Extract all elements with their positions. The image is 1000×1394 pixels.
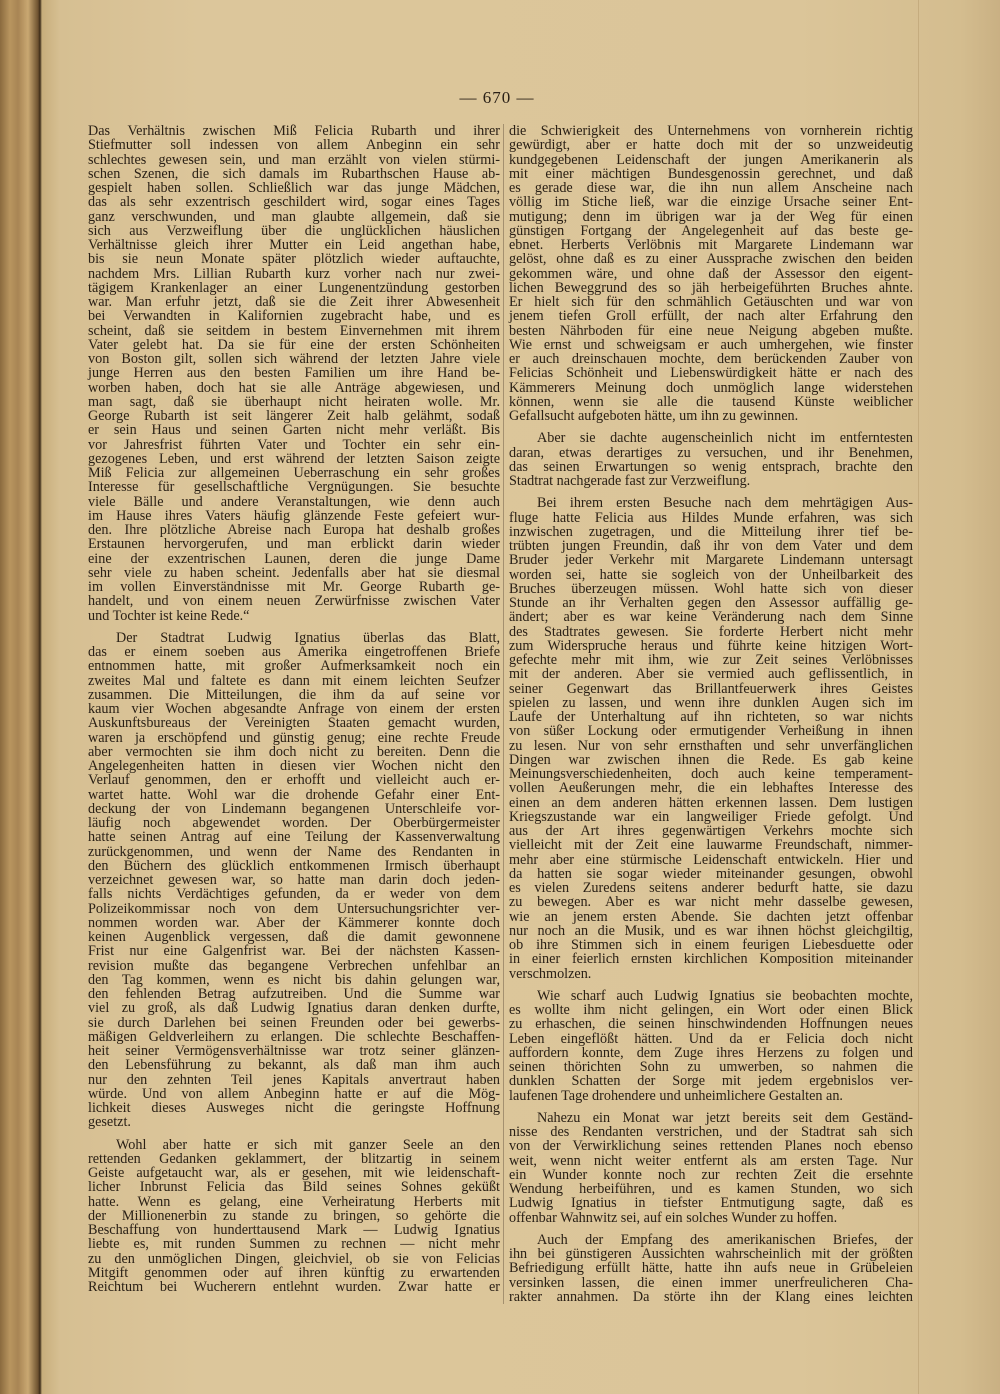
paragraph bbox=[509, 431, 913, 488]
text-line: Meinungsverschiedenheiten, doch auch keine temperament- bbox=[509, 766, 913, 782]
text-line: worben haben, doch hat sie alle Anträge abgewiesen, und bbox=[88, 379, 500, 396]
text-line: ein Wunder konnte noch zur rechten Zeit die ersehnte bbox=[509, 1166, 913, 1183]
text-line: war. Man erfuhr jetzt, daß sie die Zeit ihrer Abwesenheit bbox=[88, 294, 500, 310]
text-line: völlig im Stiche ließ, war die einzige Ursache seiner Ent- bbox=[509, 194, 913, 211]
text-line: Stunde an ihr Verhalten gegen den Assessor auffällig ge- bbox=[509, 595, 913, 611]
column-divider bbox=[503, 124, 504, 1304]
text-line: der Millionenerbin zu stande zu bringen, so gehörte die bbox=[88, 1207, 500, 1224]
text-line: Bruder jeder Verkehr mit Margarete Lindemann untersagt bbox=[509, 552, 913, 569]
text-line: Nahezu ein Monat war jetzt bereits seit dem Geständ- bbox=[537, 1109, 913, 1126]
text-line: Er hielt sich für den schmählich Getäuschten und war von bbox=[509, 294, 913, 310]
text-line: zu den unmöglichen Dingen, gleichviel, ob sie von Felicias bbox=[88, 1250, 500, 1267]
text-line: nachdem Mrs. Lillian Rubarth kurz vorher nach nur zwei- bbox=[88, 265, 500, 282]
text-line: dunklen Schatten der Sorge mit jedem ergebnislos ver- bbox=[509, 1073, 913, 1090]
text-line: das als sehr exzentrisch geschildert wird, sogar eines Tages bbox=[88, 194, 500, 211]
text-line: aus der Art ihres gegenwärtigen Verkehrs mochte sich bbox=[509, 823, 913, 839]
text-line: nisse des Rendanten verstrichen, und der Stadtrat sah sich bbox=[509, 1124, 913, 1140]
text-line: licher Inbrunst Felicia das Bild seines Sohnes geküßt bbox=[88, 1179, 500, 1196]
text-line: liebte es, mit runden Summen zu rechnen — nicht mehr bbox=[88, 1236, 500, 1253]
text-line: Geiste aufgetaucht war, als er gesehen, mit wie leidenschaft- bbox=[88, 1165, 500, 1181]
text-line: heit seiner Vermögensverhältnisse war trotz seiner glänzen- bbox=[88, 1043, 500, 1059]
text-line: Vater gelebt hat. Da sie für eine der ersten Schönheiten bbox=[88, 336, 500, 353]
text-line: einen an dem anderen hätten erkennen lassen. Dem lustigen bbox=[509, 794, 913, 811]
text-line: hatte. Wenn es gelang, eine Verheiratung Herberts mit bbox=[88, 1193, 500, 1210]
text-line: eine der exzentrischen Launen, deren die junge Dame bbox=[88, 550, 500, 567]
text-line: gezogenes Leben, und erst während der letzten Saison zeigte bbox=[88, 450, 500, 467]
text-line: zweites Mal und faltete es dann mit einem leichten Seufzer bbox=[88, 672, 500, 689]
text-line: Reichtum bei Wucherern entlehnt wurden. Zwar hatte er bbox=[88, 1279, 500, 1295]
text-line: verzeichnet gewesen war, so hatte man darin doch jeden- bbox=[88, 872, 500, 888]
text-line: mit der anderen. Aber sie vermied auch geflissentlich, in bbox=[509, 666, 913, 683]
paragraph bbox=[509, 1111, 913, 1225]
text-line: gesetzt. bbox=[88, 1114, 131, 1131]
text-line: nur noch an die Musik, und es war ihnen höchst gleichgiltig, bbox=[509, 922, 913, 939]
text-line: worden sei, hatte sie sogleich von der Unheilbarkeit des bbox=[509, 566, 913, 583]
text-line: ebnet. Herberts Verlöbnis mit Margarete Lindemann war bbox=[509, 237, 913, 253]
text-line: deckung der von Lindemann begangenen Unterschleife vor- bbox=[88, 800, 500, 817]
text-line: den fehlenden Betrag aufzutreiben. Und die Summe war bbox=[88, 986, 500, 1002]
text-line: Der Stadtrat Ludwig Ignatius überlas das Blatt, bbox=[116, 629, 500, 646]
text-line: zusammen. Die Mitteilungen, die ihm da auf seine vor bbox=[88, 686, 500, 703]
text-line: da hatten sie sogar wieder miteinander gesungen, obwohl bbox=[509, 865, 913, 882]
paragraph bbox=[88, 1138, 500, 1295]
text-line: lichen Beweggrund des so jäh herbeigeführten Bruches ahnte. bbox=[509, 279, 913, 296]
text-line: Mitgift genommen oder auf ihren künftig zu erwartenden bbox=[88, 1264, 500, 1281]
text-line: günstigen Fortgang der Angelegenheit auf das beste ge- bbox=[509, 222, 913, 239]
text-line: Frist nur eine Galgenfrist war. Bei der nächsten Kassen- bbox=[88, 943, 500, 960]
text-line: versinken lassen, die einen immer unerfreulicheren Cha- bbox=[509, 1274, 913, 1291]
text-line: gefechte mehr mit ihm, wie zur Zeit seines Verlöbnisses bbox=[509, 652, 913, 668]
text-line: vor Jahresfrist führten Vater und Tochter ein sehr ein- bbox=[88, 436, 500, 453]
text-line: scheint, daß sie seitdem in bestem Einvernehmen mit ihrem bbox=[88, 322, 500, 339]
paragraph bbox=[509, 1233, 913, 1304]
paragraph bbox=[509, 124, 913, 423]
text-line: spielen zu lassen, und wenn ihre dunklen Augen sich im bbox=[509, 694, 913, 711]
text-line: können, wenn sie alle die tausend Künste weiblicher bbox=[509, 393, 913, 410]
text-line: des Stadtrates gewesen. Sie forderte Herbert nicht mehr bbox=[509, 623, 913, 640]
text-line: den Tag kommen, wenn es nicht bis dahin gelungen war, bbox=[88, 971, 500, 988]
text-line: gewürdigt, aber er hatte doch mit der so unzweideutig bbox=[509, 137, 913, 154]
text-line: Stadtrat nachgerade fast zur Verzweiflung. bbox=[509, 473, 751, 489]
text-line: wie an jenem ersten Abende. Sie dachten jetzt offenbar bbox=[509, 908, 913, 925]
text-line: ob ihre Stimmen sich in einem feurigen Liebesduette oder bbox=[509, 937, 913, 953]
text-line: Wie ernst und schweigsam er auch umhergehen, wie finster bbox=[509, 336, 913, 353]
text-line: würde. Und von allem Anbeginn hatte er auf die Mög- bbox=[88, 1085, 500, 1102]
text-line: Erstaunen hervorgerufen, und man erblickt darin wieder bbox=[88, 536, 500, 553]
text-line: viel zu groß, als daß Ludwig Ignatius daran denken durfte, bbox=[88, 1000, 500, 1017]
text-line: das seinen Erwartungen so wenig entsprach, brachte den bbox=[509, 458, 913, 475]
text-line: vollen Aeußerungen mehr, die ein lebhaftes Interesse des bbox=[509, 780, 913, 797]
text-line: George Rubarth ist seit längerer Zeit halb gelähmt, sodaß bbox=[88, 408, 500, 424]
text-line: Stiefmutter soll indessen von allem Anbeginn ein sehr bbox=[88, 137, 500, 154]
text-line: viele Bälle und andere Veranstaltungen, wie denn auch bbox=[88, 493, 500, 510]
paragraph bbox=[88, 631, 500, 1130]
text-line: bei Verwandten in Kalifornien zugebracht habe, und es bbox=[88, 308, 500, 325]
text-line: Kriegszustande war ein langweiliger Friede gefolgt. Und bbox=[509, 808, 913, 825]
text-line: weit, wenn nicht weiter entfernt als am ersten Tage. Nur bbox=[509, 1152, 913, 1169]
text-column-right bbox=[509, 124, 913, 1312]
text-line: von süßer Lockung oder ermutigender Verheißung in ihnen bbox=[509, 723, 913, 740]
text-line: schen Szenen, die sich damals im Rubarthschen Hause ab- bbox=[88, 165, 500, 182]
text-line: mäßigen Geldverleihern zu erlangen. Die schlechte Beschaffen- bbox=[88, 1028, 500, 1045]
text-line: und Tochter ist keine Rede.“ bbox=[88, 607, 250, 624]
text-line: Wendung herbeiführen, und es kamen Stunden, wo sich bbox=[509, 1181, 913, 1197]
page-number: — 670 — bbox=[459, 88, 535, 107]
text-line: Wohl aber hatte er sich mit ganzer Seele an den bbox=[116, 1136, 500, 1153]
text-line: verschmolzen. bbox=[509, 965, 592, 982]
text-line: er auch dreinschauen mochte, dem berückenden Zauber von bbox=[509, 351, 913, 367]
text-line: Verhältnisse gleich ihrer Mutter ein Leid angethan habe, bbox=[88, 237, 500, 253]
text-line: Leben eingeflößt hätten. Und da er Felicia doch nicht bbox=[509, 1030, 913, 1047]
text-line: zu lesen. Nur von sehr ernsthaften und sehr unverfänglichen bbox=[509, 737, 913, 754]
text-line: es vielen Zuredens seitens anderer bedurft hatte, sie dazu bbox=[509, 880, 913, 896]
text-line: gekommen wäre, und ohne daß der Assessor den eigent- bbox=[509, 265, 913, 282]
text-line: gespielt haben sollen. Schließlich war das junge Mädchen, bbox=[88, 180, 500, 196]
text-line: Bei ihrem ersten Besuche nach dem mehrtägigen Aus- bbox=[537, 495, 913, 512]
text-line: ihn bei günstigeren Aussichten wahrscheinlich mit der größten bbox=[509, 1246, 913, 1262]
text-line: Laufe der Unterhaltung auf ihn richteten, so war nichts bbox=[509, 709, 913, 725]
text-line: Wie scharf auch Ludwig Ignatius sie beobachten mochte, bbox=[537, 987, 913, 1004]
text-line: den. Ihre plötzliche Abreise nach Europa hat deshalb großes bbox=[88, 522, 500, 538]
text-line: revision mußte das begangene Verbrechen unfehlbar an bbox=[88, 957, 500, 974]
text-line: hatte seinen Antrag auf eine Teilung der Kassenverwaltung bbox=[88, 829, 500, 846]
text-line: in einer feierlich ernsten kirchlichen Komposition miteinander bbox=[509, 951, 913, 968]
text-line: nommen worden war. Aber der Kämmerer konnte doch bbox=[88, 914, 500, 931]
text-line: jenem tiefen Groll erfüllt, der nach alter Erfahrung den bbox=[509, 308, 913, 325]
text-line: gelöst, ohne daß es zu einer Aussprache zwischen den beiden bbox=[509, 251, 913, 268]
text-line: Felicias Schönheit und Liebenswürdigkeit hätte er nach des bbox=[509, 365, 913, 382]
text-line: zurückgenommen, und wenn der Name des Rendanten in bbox=[88, 843, 500, 860]
text-line: zum Widerspruche heraus und führte keine hitzigen Wort- bbox=[509, 637, 913, 654]
text-line: von der Verwirklichung seines rettenden Planes noch ebenso bbox=[509, 1138, 913, 1155]
text-line: trübten jungen Freundin, daß ihr von dem Vater und dem bbox=[509, 538, 913, 554]
text-line: entnommen hatte, mit großer Aufmerksamkeit noch ein bbox=[88, 658, 500, 675]
text-line: rakter annahmen. Da störte ihn der Klang eines leichten bbox=[509, 1288, 913, 1305]
text-line: ändert; aber es war keine Veränderung nach dem Sinne bbox=[509, 609, 913, 626]
text-line: Miß Felicia zur allgemeinen Ueberraschung ein sehr großes bbox=[88, 465, 500, 481]
text-line: sehr viele zu haben scheint. Jedenfalls aber hat sie diesmal bbox=[88, 564, 500, 581]
text-line: Angelegenheiten hatten in diesen vier Wochen nicht den bbox=[88, 758, 500, 774]
text-line: kundgegebenen Leidenschaft der jungen Amerikanerin als bbox=[509, 151, 913, 168]
text-line: zu bewegen. Aber es war nicht mehr dasselbe gewesen, bbox=[509, 894, 913, 911]
text-line: von Boston gilt, sollen sich während der letzten Jahre viele bbox=[88, 351, 500, 367]
text-line: Auch der Empfang des amerikanischen Briefes, der bbox=[537, 1231, 913, 1248]
text-line: Kämmerers Meinung doch unmöglich lange widerstehen bbox=[509, 379, 913, 396]
text-line: Bruches überzeugen müssen. Wohl hatte sich von dieser bbox=[509, 580, 913, 597]
text-line: mit einer mächtigen Bundesgenossin gerechnet, und daß bbox=[509, 165, 913, 182]
text-line: im Hause ihres Vaters häufig glänzende Feste gefeiert wur- bbox=[88, 507, 500, 524]
text-column-left bbox=[88, 124, 500, 1302]
text-line: handelt, und von einem neuen Zerwürfnisse zwischen Vater bbox=[88, 593, 500, 610]
text-line: Beschaffung von hunderttausend Mark — Ludwig Ignatius bbox=[88, 1222, 500, 1238]
text-line: seinen thörichten Sohn zu umwerben, so nahmen die bbox=[509, 1059, 913, 1075]
text-line: das er einem soeben aus Amerika eingetroffenen Briefe bbox=[88, 644, 500, 660]
text-line: offenbar Wahnwitz sei, auf ein solches Wunder zu hoffen. bbox=[509, 1209, 838, 1226]
text-line: Ludwig Ignatius in tiefster Entmutigung sagte, daß es bbox=[509, 1195, 913, 1212]
text-line: läufig noch abgewendet worden. Der Oberbürgermeister bbox=[88, 815, 500, 831]
text-line: sie durch Darlehen bei seinen Freunden oder bei gewerbs- bbox=[88, 1014, 500, 1031]
text-line: den Büchern des glücklich entkommenen Irmisch überhaupt bbox=[88, 857, 500, 874]
text-line: daran, etwas derartiges zu versuchen, und ihr Benehmen, bbox=[509, 444, 913, 461]
text-line: Befriedigung erfüllt hätte, hatte ihn aufs neue in Grübeleien bbox=[509, 1260, 913, 1277]
text-line: es wollte ihm nicht gelingen, ein Wort oder einen Blick bbox=[509, 1002, 913, 1018]
text-line: er sein Haus und seinen Garten nicht mehr verläßt. Bis bbox=[88, 422, 500, 439]
paragraph bbox=[88, 124, 500, 623]
text-line: schlechtes gewesen sein, und man erzählt von vielen stürmi- bbox=[88, 151, 500, 168]
text-line: Auskunftsbureaus der Vereinigten Staaten gemacht wurden, bbox=[88, 715, 500, 732]
text-line: waren ja erschöpfend und günstig genug; eine rechte Freude bbox=[88, 729, 500, 746]
text-line: Verlauf genommen, den er erhofft und vielleicht auch er- bbox=[88, 772, 500, 789]
text-line: aber vermochten sie ihm doch nicht zu bereiten. Denn die bbox=[88, 743, 500, 760]
text-line: besten Nährboden für eine neue Neigung abgeben mußte. bbox=[509, 322, 913, 339]
paragraph bbox=[509, 496, 913, 981]
text-line: man sagt, daß sie überhaupt nicht heiraten wolle. Mr. bbox=[88, 393, 500, 410]
text-line: zu erhaschen, die seinen hinschwindenden Hoffnungen neues bbox=[509, 1016, 913, 1033]
text-line: wartet hatte. Wohl war die drohende Gefahr einer Ent- bbox=[88, 786, 500, 803]
text-line: fluge hatte Felicia aus Hildes Munde erfahren, was sich bbox=[509, 509, 913, 526]
text-line: seiner Gegenwart das Brillantfeuerwerk ihres Geistes bbox=[509, 680, 913, 697]
text-line: es gerade diese war, die ihn nun allem Anscheine nach bbox=[509, 180, 913, 196]
text-line: auffordern konnte, dem Zuge ihres Herzens zu folgen und bbox=[509, 1044, 913, 1061]
page-edge-line bbox=[918, 0, 919, 1394]
text-line: Interesse für gesellschaftliche Vergnügungen. Sie besuchte bbox=[88, 479, 500, 496]
text-line: Aber sie dachte augenscheinlich nicht im entferntesten bbox=[537, 430, 913, 447]
text-line: rettenden Gedanken geklammert, der blitzartig in seinem bbox=[88, 1150, 500, 1167]
text-line: ganz verschwunden, und man glaubte allgemein, daß sie bbox=[88, 208, 500, 225]
paragraph bbox=[509, 989, 913, 1103]
text-line: die Schwierigkeit des Unternehmens von vornherein richtig bbox=[509, 123, 913, 139]
text-line: kaum vier Wochen abgesandte Anfrage von einem der ersten bbox=[88, 701, 500, 717]
text-line: junge Herren aus den besten Familien um ihre Hand be- bbox=[88, 365, 500, 382]
text-line: inzwischen zugetragen, und die Mitteilung ihrer tief be- bbox=[509, 523, 913, 540]
text-line: lichkeit dieses Ausweges nicht die geringste Hoffnung bbox=[88, 1100, 500, 1116]
text-line: Polizeikommissar noch von dem Untersuchungsrichter ver- bbox=[88, 900, 500, 917]
text-line: laufenen Tage drohendere und unheimlichere Gestalten an. bbox=[509, 1087, 843, 1104]
text-line: vielleicht mit der Zeit eine lauwarme Freundschaft, nimmer- bbox=[509, 837, 913, 854]
text-line: nur den zehnten Teil jenes Kapitals anvertraut haben bbox=[88, 1071, 500, 1088]
text-line: bis sie neun Monate später plötzlich wieder auftauchte, bbox=[88, 251, 500, 268]
text-line: den Lebensführung zu bekannt, als daß man ihm auch bbox=[88, 1057, 500, 1074]
text-line: Gefallsucht aufgeboten hätte, um ihn zu gewinnen. bbox=[509, 408, 799, 424]
text-line: im vollen Einverständnisse mit Mr. George Rubarth ge- bbox=[88, 579, 500, 595]
text-line: sich aus Verzweiflung über die unglücklichen häuslichen bbox=[88, 222, 500, 239]
text-line: tägigem Krankenlager an einer Lungenentzündung gestorben bbox=[88, 279, 500, 296]
text-line: Das Verhältnis zwischen Miß Felicia Rubarth und ihrer bbox=[88, 123, 500, 139]
text-line: keinen Augenblick vergessen, daß die damit gewonnene bbox=[88, 929, 500, 945]
text-line: mehr aber eine stürmische Leidenschaft entwickeln. Hier und bbox=[509, 851, 913, 868]
text-line: Dingen war zwischen ihnen die Rede. Es gab keine bbox=[509, 751, 913, 768]
text-line: falls nichts Verdächtiges gefunden, da er weder von dem bbox=[88, 886, 500, 903]
text-line: mutigung; denn im übrigen war ja der Weg für einen bbox=[509, 208, 913, 225]
